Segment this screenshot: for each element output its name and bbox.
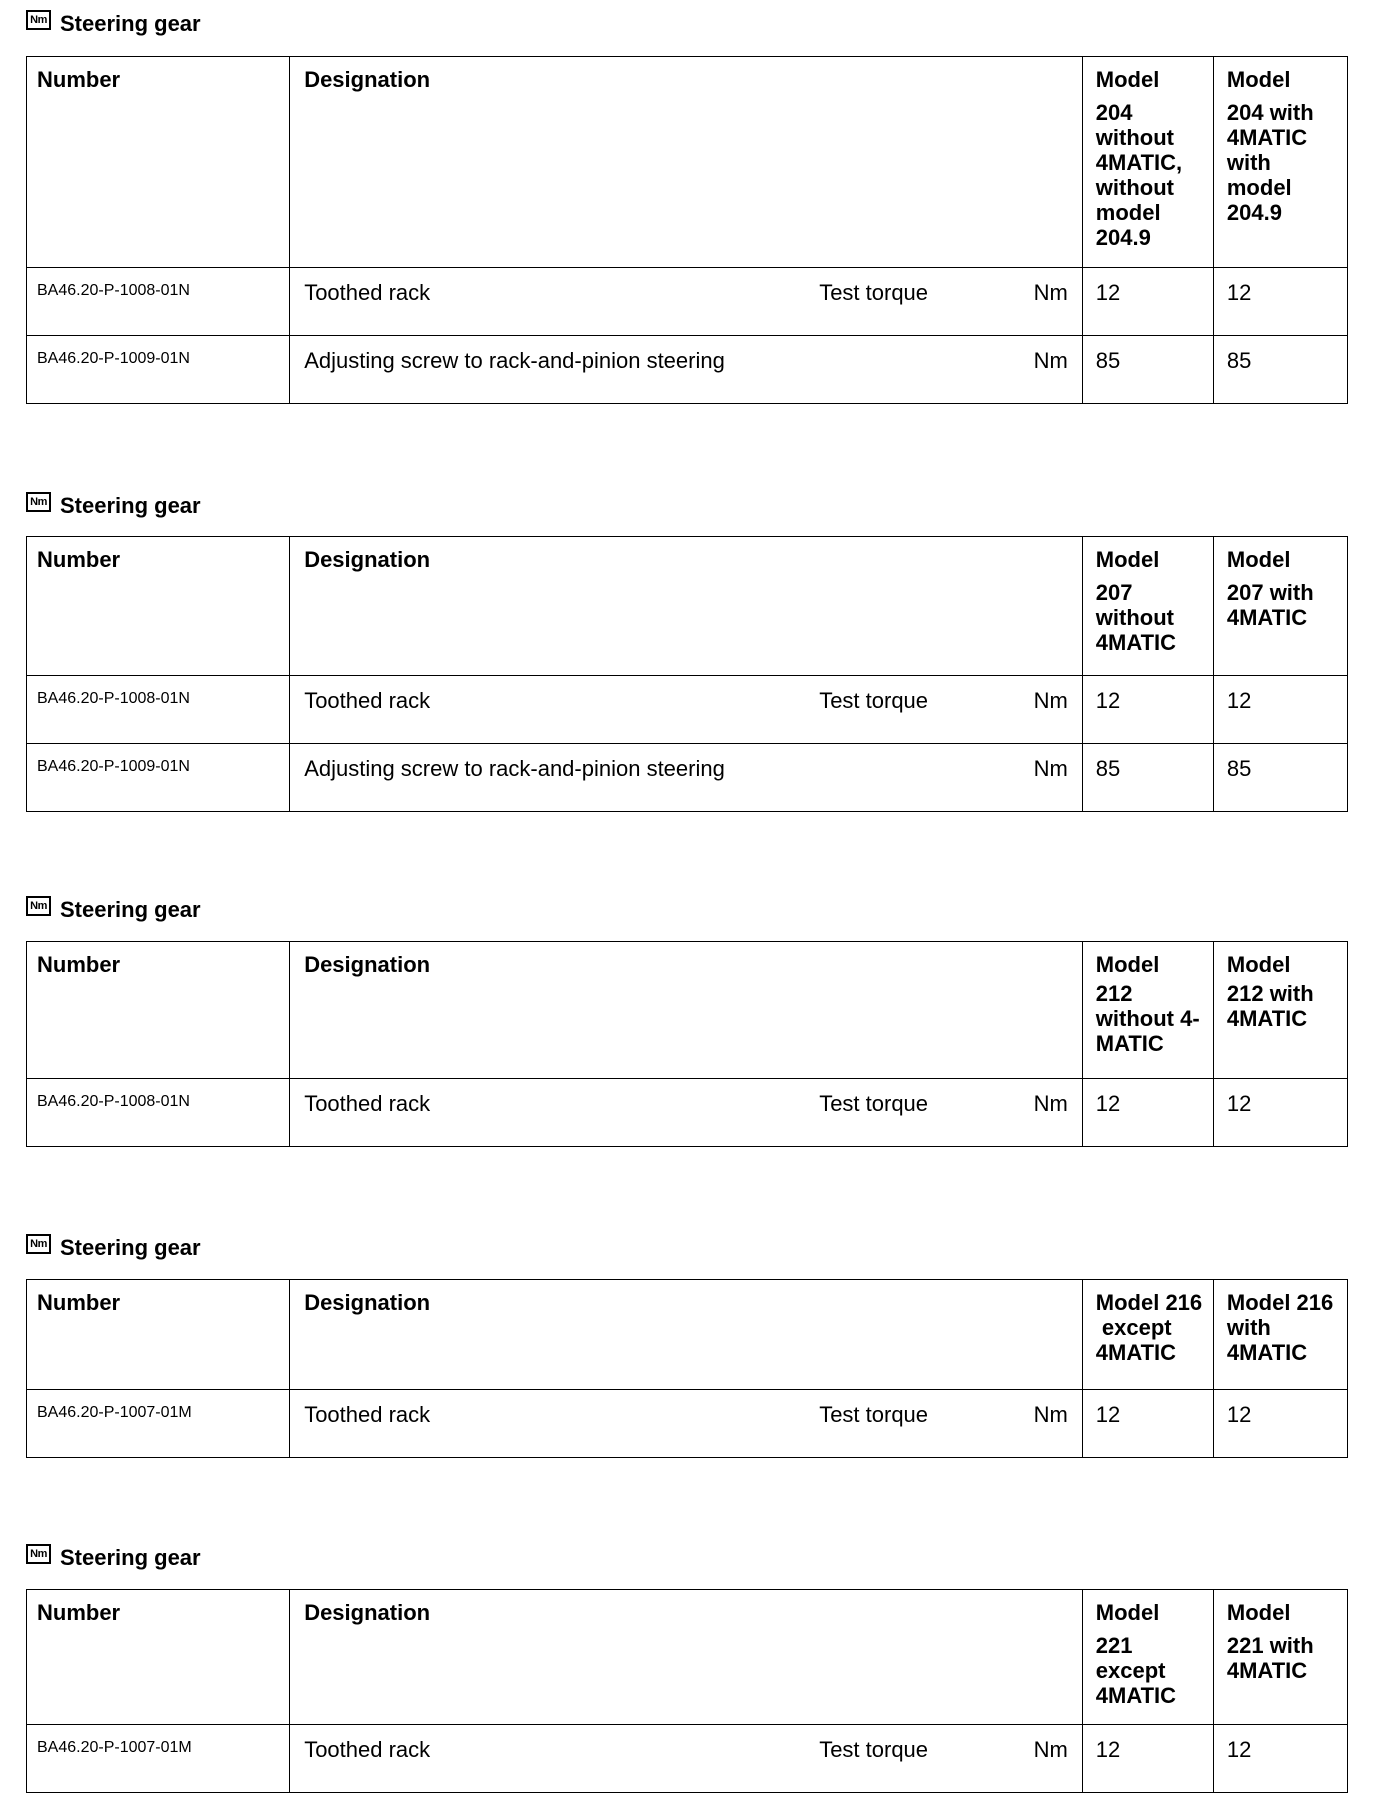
header-number: Number: [27, 57, 290, 268]
section-title-text: Steering gear: [60, 11, 201, 36]
designation-text: Adjusting screw to rack-and-pinion steering: [304, 756, 725, 781]
table-row: [27, 1079, 1348, 1147]
model-label: Model 216: [1226, 1290, 1334, 1315]
model-description: 207 without 4MATIC: [1095, 580, 1177, 655]
model-label: Model: [1095, 952, 1160, 977]
section-title: [26, 1544, 201, 1572]
designation-text: Toothed rack: [304, 1091, 431, 1116]
section-title-text: Steering gear: [60, 1235, 201, 1260]
model-description: 204 with 4MATIC with model 204.9: [1226, 100, 1314, 225]
model-description: 212 without 4- MATIC: [1095, 981, 1200, 1056]
unit-label: Nm: [1033, 756, 1068, 781]
row-designation: [290, 1079, 1083, 1147]
row-designation: [290, 1390, 1083, 1458]
torque-table: [26, 941, 1348, 1147]
row-designation: [290, 336, 1083, 404]
section-title: [26, 1234, 201, 1262]
test-torque-label: Test torque: [819, 688, 929, 713]
header-model-2: [1213, 1590, 1347, 1725]
row-value-model-1: 12: [1082, 268, 1213, 336]
model-description: 221 with 4MATIC: [1226, 1633, 1314, 1683]
header-designation: Designation: [290, 1280, 1083, 1390]
model-label: Model: [1226, 1600, 1291, 1625]
torque-nm-icon: Nm: [26, 1544, 51, 1564]
table-row: [27, 744, 1348, 812]
test-torque-label: Test torque: [819, 1402, 929, 1427]
designation-text: Toothed rack: [304, 688, 431, 713]
header-model-2: [1213, 57, 1347, 268]
model-description: 207 with 4MATIC: [1226, 580, 1314, 630]
header-number: Number: [27, 1590, 290, 1725]
table-header-row: [27, 57, 1348, 268]
model-label: Model 216: [1095, 1290, 1203, 1315]
model-description: with 4MATIC: [1226, 1315, 1308, 1365]
model-label: Model: [1095, 547, 1160, 572]
torque-table: [26, 56, 1348, 404]
torque-table: [26, 1589, 1348, 1793]
table-header-row: [27, 942, 1348, 1079]
model-description: 212 with 4MATIC: [1226, 981, 1314, 1031]
row-value-model-1: 12: [1082, 1390, 1213, 1458]
model-label: Model: [1226, 547, 1291, 572]
unit-label: Nm: [1033, 1091, 1068, 1116]
header-designation: Designation: [290, 537, 1083, 676]
table-row: [27, 268, 1348, 336]
row-value-model-1: 12: [1082, 1725, 1213, 1793]
model-description: 221 except 4MATIC: [1095, 1633, 1177, 1708]
table-header-row: [27, 537, 1348, 676]
header-model-1: [1082, 942, 1213, 1079]
section-title-text: Steering gear: [60, 897, 201, 922]
row-number: BA46.20-P-1008-01N: [27, 676, 290, 744]
header-model-1: [1082, 1590, 1213, 1725]
section-title: [26, 492, 201, 520]
section-title-text: Steering gear: [60, 1545, 201, 1570]
torque-nm-icon: Nm: [26, 896, 51, 916]
row-value-model-1: 85: [1082, 336, 1213, 404]
row-number: BA46.20-P-1007-01M: [27, 1725, 290, 1793]
section-title: [26, 10, 201, 38]
test-torque-label: Test torque: [819, 1091, 929, 1116]
header-model-1: [1082, 537, 1213, 676]
torque-table: [26, 536, 1348, 812]
row-designation: [290, 268, 1083, 336]
unit-label: Nm: [1033, 280, 1068, 305]
model-label: Model: [1095, 67, 1160, 92]
row-number: BA46.20-P-1007-01M: [27, 1390, 290, 1458]
torque-nm-icon: Nm: [26, 10, 51, 30]
row-value-model-2: 12: [1213, 1390, 1347, 1458]
row-value-model-1: 85: [1082, 744, 1213, 812]
row-value-model-1: 12: [1082, 676, 1213, 744]
model-description: 204 without 4MATIC, without model 204.9: [1095, 100, 1183, 250]
row-designation: [290, 1725, 1083, 1793]
table-header-row: [27, 1590, 1348, 1725]
row-value-model-2: 12: [1213, 1725, 1347, 1793]
row-value-model-2: 85: [1213, 336, 1347, 404]
unit-label: Nm: [1033, 1402, 1068, 1427]
designation-text: Toothed rack: [304, 280, 431, 305]
row-value-model-2: 12: [1213, 1079, 1347, 1147]
header-model-2: [1213, 942, 1347, 1079]
header-number: Number: [27, 1280, 290, 1390]
header-model-1: [1082, 57, 1213, 268]
torque-nm-icon: Nm: [26, 1234, 51, 1254]
model-label: Model: [1095, 1600, 1160, 1625]
row-value-model-1: 12: [1082, 1079, 1213, 1147]
header-designation: Designation: [290, 942, 1083, 1079]
table-row: [27, 676, 1348, 744]
unit-label: Nm: [1033, 688, 1068, 713]
model-label: Model: [1226, 67, 1291, 92]
row-designation: [290, 676, 1083, 744]
row-value-model-2: 12: [1213, 268, 1347, 336]
table-row: [27, 1390, 1348, 1458]
designation-text: Toothed rack: [304, 1402, 431, 1427]
row-number: BA46.20-P-1009-01N: [27, 336, 290, 404]
test-torque-label: Test torque: [819, 280, 929, 305]
model-label: Model: [1226, 952, 1291, 977]
section-title: [26, 896, 201, 924]
row-number: BA46.20-P-1008-01N: [27, 268, 290, 336]
header-designation: Designation: [290, 57, 1083, 268]
row-value-model-2: 12: [1213, 676, 1347, 744]
row-value-model-2: 85: [1213, 744, 1347, 812]
header-number: Number: [27, 942, 290, 1079]
row-designation: [290, 744, 1083, 812]
table-row: [27, 336, 1348, 404]
header-model-2: [1213, 537, 1347, 676]
torque-nm-icon: Nm: [26, 492, 51, 512]
unit-label: Nm: [1033, 1737, 1068, 1762]
designation-text: Adjusting screw to rack-and-pinion steering: [304, 348, 725, 373]
header-model-2: [1213, 1280, 1347, 1390]
header-number: Number: [27, 537, 290, 676]
table-header-row: [27, 1280, 1348, 1390]
table-row: [27, 1725, 1348, 1793]
row-number: BA46.20-P-1008-01N: [27, 1079, 290, 1147]
unit-label: Nm: [1033, 348, 1068, 373]
test-torque-label: Test torque: [819, 1737, 929, 1762]
header-designation: Designation: [290, 1590, 1083, 1725]
header-model-1: [1082, 1280, 1213, 1390]
designation-text: Toothed rack: [304, 1737, 431, 1762]
row-number: BA46.20-P-1009-01N: [27, 744, 290, 812]
section-title-text: Steering gear: [60, 493, 201, 518]
torque-table: [26, 1279, 1348, 1458]
model-description: except 4MATIC: [1095, 1315, 1177, 1365]
